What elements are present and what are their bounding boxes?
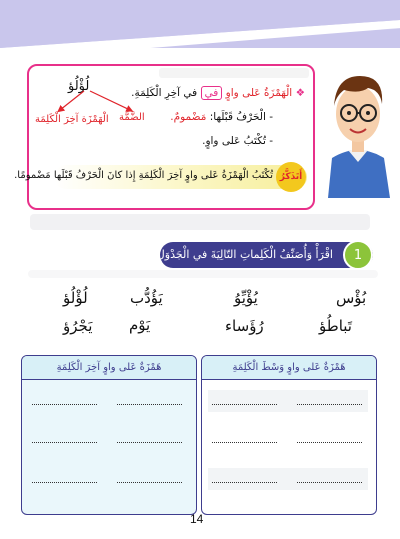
word-item: يُؤْيِّوُ: [234, 289, 258, 307]
activity-title: اقْرَأْ وَأُصَنِّفُ الْكَلِماتِ التّالِيَةَ في الْجَدْوَلِ: [156, 248, 333, 261]
remember-badge: [276, 162, 306, 192]
word-item: تَباطُؤ: [319, 317, 352, 335]
answer-line[interactable]: [297, 482, 362, 483]
faded-background-row: [208, 390, 368, 412]
faded-background-row: [208, 468, 368, 490]
rule-line-2: [170, 111, 273, 123]
rule-line-1-boxed: في: [201, 86, 223, 100]
remember-banner: [14, 165, 307, 189]
answer-line[interactable]: [212, 404, 277, 405]
answer-line[interactable]: [117, 442, 182, 443]
example-label-hamza-end: الْهَمْزَة آخِرَ الْكَلِمَة: [35, 114, 109, 125]
rule-line-3: - تُكْتَبُ عَلى واوٍ.: [202, 135, 273, 147]
activity-number-badge: [343, 240, 373, 270]
rule-line-2-label: - الْحَرْفُ قَبْلَها:: [209, 111, 273, 123]
activity-title-bar: [156, 242, 373, 268]
faded-background-text: [159, 68, 309, 78]
table-hamza-end: [21, 355, 197, 515]
bullet-icon: ❖: [295, 87, 305, 99]
page-number: 14: [190, 512, 204, 526]
table-hamza-middle: [201, 355, 377, 515]
table-header-end: هَمْزَةٌ عَلى واوٍ آخِرَ الْكَلِمَةِ: [22, 356, 196, 380]
word-item: يَؤُدُّب: [130, 289, 163, 307]
answer-line[interactable]: [212, 442, 277, 443]
answer-line[interactable]: [212, 482, 277, 483]
example-word: لُؤْلُؤ: [68, 79, 90, 94]
answer-line[interactable]: [117, 404, 182, 405]
faded-background-row: [28, 270, 378, 278]
rule-line-1: [131, 86, 305, 100]
answer-line[interactable]: [32, 442, 97, 443]
word-item: لُؤْلُؤ: [63, 289, 88, 307]
word-item: رُؤَساء: [225, 317, 264, 335]
answer-line[interactable]: [32, 404, 97, 405]
remember-badge-label: أَتَذَكَّرُ: [279, 172, 303, 182]
rule-line-1-suffix: في آخِرِ الْكَلِمَةِ.: [131, 87, 198, 99]
example-label-damma: الضَّمَّة: [119, 112, 145, 123]
rule-line-1-prefix: الْهَمْزَةُ عَلى واوٍ: [225, 87, 293, 99]
top-diagonal-shape: [0, 0, 400, 60]
answer-line[interactable]: [297, 404, 362, 405]
activity-number: 1: [353, 247, 363, 263]
boy-illustration-icon: [322, 58, 394, 198]
rule-line-2-value: مَضْمومٌ.: [170, 111, 207, 123]
word-item: بُؤْس: [336, 289, 367, 307]
remember-text: تُكْتَبُ الْهَمْزَةُ عَلى واوٍ آخِرَ الْكَلِمَةِ إِذا كانَ الْحَرْفُ قَبْلَها مَضْمومًا.: [14, 170, 273, 181]
answer-line[interactable]: [32, 482, 97, 483]
answer-line[interactable]: [297, 442, 362, 443]
faded-background-row: [30, 214, 370, 230]
answer-line[interactable]: [117, 482, 182, 483]
table-header-middle: هَمْزَةٌ عَلى واوٍ وَسْطَ الْكَلِمَةِ: [202, 356, 376, 380]
word-item: يَوْم: [129, 316, 151, 334]
word-item: يَجْرُؤ: [63, 317, 93, 335]
